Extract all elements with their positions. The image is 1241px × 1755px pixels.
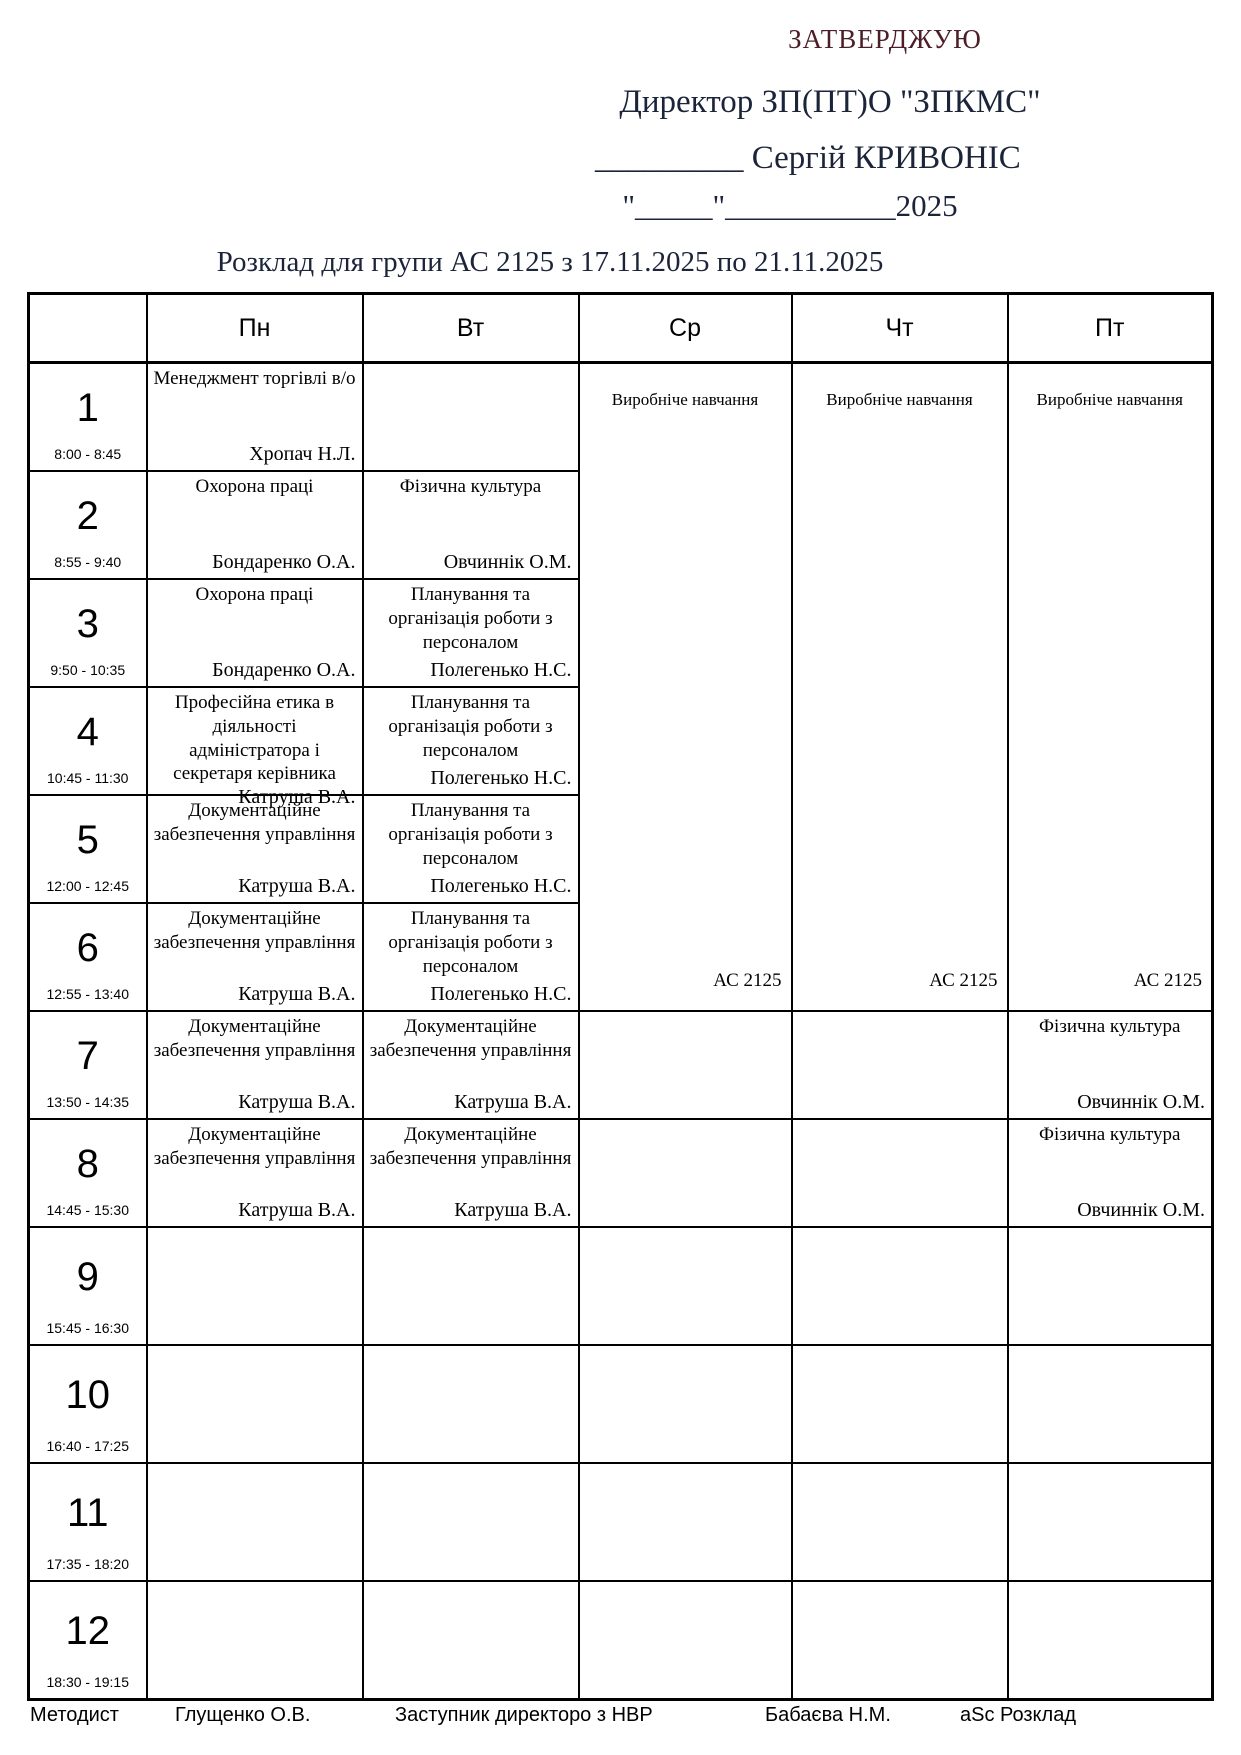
period-time: 14:45 - 15:30 [46, 1202, 129, 1218]
teacher: Полегенько Н.С. [430, 767, 572, 789]
lesson-wed-10-empty [579, 1345, 792, 1463]
subject: Документаційне забезпечення управління [153, 800, 356, 845]
practice-label: Виробніче навчання [611, 390, 759, 409]
lesson-thu-10-empty [792, 1345, 1008, 1463]
subject: Професійна етика в діяльності адміністратора і секретаря керівника [173, 692, 336, 785]
schedule-row-12 [29, 1581, 1213, 1700]
practice-group: АС 2125 [713, 970, 782, 991]
subject: Фізична культура [1039, 1124, 1181, 1145]
teacher: Бондаренко О.А. [212, 551, 356, 573]
lesson-mon-6 [147, 903, 363, 1011]
period-cell-11 [29, 1463, 147, 1581]
subject: Планування та організація роботи з персоналом [388, 692, 553, 761]
practice-label: Виробніче навчання [1036, 390, 1183, 409]
period-time: 10:45 - 11:30 [47, 770, 129, 786]
teacher: Полегенько Н.С. [430, 983, 572, 1005]
lesson-thu-7-empty [792, 1011, 1008, 1119]
period-cell-12 [29, 1581, 147, 1700]
period-cell-2 [29, 471, 147, 579]
methodist-label: Методист [30, 1704, 119, 1726]
lesson-tue-8 [363, 1119, 579, 1227]
period-cell-7 [29, 1011, 147, 1119]
period-time: 17:35 - 18:20 [46, 1556, 129, 1572]
lesson-mon-7 [147, 1011, 363, 1119]
subject: Документаційне забезпечення управління [369, 1016, 572, 1061]
period-cell-6 [29, 903, 147, 1011]
lesson-mon-10-empty [147, 1345, 363, 1463]
day-header-wed: Ср [579, 294, 792, 363]
period-number: 4 [76, 709, 99, 754]
period-number: 6 [76, 925, 99, 970]
schedule-row-9 [29, 1227, 1213, 1345]
footer [0, 1704, 1241, 1730]
lesson-fri-9-empty [1008, 1227, 1213, 1345]
subject: Документаційне забезпечення управління [153, 908, 356, 953]
schedule-row-7 [29, 1011, 1213, 1119]
day-header-tue: Вт [363, 294, 579, 363]
lesson-mon-11-empty [147, 1463, 363, 1581]
lesson-fri-10-empty [1008, 1345, 1213, 1463]
director-line: Директор ЗП(ПТ)О "ЗПКМС" [619, 84, 1041, 120]
asc-brand-label: aSc Розклад [960, 1704, 1076, 1726]
lesson-wed-9-empty [579, 1227, 792, 1345]
lesson-tue-9-empty [363, 1227, 579, 1345]
lesson-mon-2 [147, 471, 363, 579]
lesson-tue-11-empty [363, 1463, 579, 1581]
date-line: "_____"___________2025 [622, 188, 958, 223]
period-number: 1 [76, 385, 99, 430]
teacher: Овчиннік О.М. [443, 551, 572, 573]
lesson-tue-2 [363, 471, 579, 579]
day-header-thu: Чт [792, 294, 1008, 363]
teacher: Катруша В.А. [238, 1199, 356, 1221]
lesson-fri-7 [1008, 1011, 1213, 1119]
teacher: Катруша В.А. [454, 1091, 572, 1113]
lesson-tue-10-empty [363, 1345, 579, 1463]
subject: Планування та організація роботи з персоналом [388, 908, 553, 977]
page-title: Розклад для групи АС 2125 з 17.11.2025 по 21.11.2025 [216, 246, 884, 278]
lesson-mon-1 [147, 363, 363, 472]
period-cell-5 [29, 795, 147, 903]
subject: Планування та організація роботи з персоналом [388, 800, 553, 869]
schedule-row-1 [29, 363, 1213, 472]
lesson-tue-7 [363, 1011, 579, 1119]
lesson-thu-9-empty [792, 1227, 1008, 1345]
lesson-mon-8 [147, 1119, 363, 1227]
period-time: 9:50 - 10:35 [50, 662, 126, 678]
period-time: 18:30 - 19:15 [46, 1674, 129, 1690]
lesson-mon-4 [147, 687, 363, 808]
teacher: Бондаренко О.А. [212, 659, 356, 681]
lesson-mon-5 [147, 795, 363, 903]
period-time: 12:00 - 12:45 [46, 878, 129, 894]
period-time: 8:00 - 8:45 [54, 446, 122, 462]
period-cell-1 [29, 363, 147, 472]
period-time: 16:40 - 17:25 [46, 1438, 129, 1454]
teacher: Полегенько Н.С. [430, 875, 572, 897]
subject: Менеджмент торгівлі в/о [153, 368, 356, 389]
day-header-mon: Пн [147, 294, 363, 363]
teacher: Катруша В.А. [238, 786, 356, 808]
corner-cell [29, 294, 147, 363]
lesson-mon-9-empty [147, 1227, 363, 1345]
practice-cell-thu [792, 363, 1008, 1012]
lesson-wed-12-empty [579, 1581, 792, 1700]
lesson-fri-11-empty [1008, 1463, 1213, 1581]
practice-group: АС 2125 [929, 970, 998, 991]
period-cell-3 [29, 579, 147, 687]
signature-line: _________ Сергій КРИВОНІС [595, 140, 1021, 176]
lesson-tue-5 [363, 795, 579, 903]
subject: Охорона праці [195, 476, 314, 497]
period-cell-9 [29, 1227, 147, 1345]
teacher: Катруша В.А. [238, 1091, 356, 1113]
teacher: Овчиннік О.М. [1077, 1199, 1205, 1221]
schedule-row-11 [29, 1463, 1213, 1581]
day-header-row [29, 294, 1213, 363]
period-cell-8 [29, 1119, 147, 1227]
period-number: 5 [76, 817, 99, 862]
lesson-wed-11-empty [579, 1463, 792, 1581]
schedule-table [27, 292, 1214, 1701]
practice-cell-wed [579, 363, 792, 1012]
period-number: 7 [76, 1033, 99, 1078]
subject: Фізична культура [1039, 1016, 1181, 1037]
subject: Планування та організація роботи з персоналом [388, 584, 553, 653]
period-cell-4 [29, 687, 147, 795]
deputy-label: Заступник директоро з НВР [395, 1704, 653, 1726]
period-number: 12 [65, 1608, 110, 1653]
lesson-tue-4 [363, 687, 579, 795]
period-number: 3 [76, 601, 99, 646]
period-time: 8:55 - 9:40 [54, 554, 122, 570]
period-number: 10 [65, 1372, 110, 1417]
lesson-mon-12-empty [147, 1581, 363, 1700]
lesson-tue-1-empty [363, 363, 579, 472]
subject: Документаційне забезпечення управління [153, 1016, 356, 1061]
teacher: Хропач Н.Л. [249, 443, 356, 465]
lesson-thu-11-empty [792, 1463, 1008, 1581]
teacher: Овчиннік О.М. [1077, 1091, 1205, 1113]
lesson-wed-7-empty [579, 1011, 792, 1119]
day-header-fri: Пт [1008, 294, 1213, 363]
period-number: 11 [66, 1490, 109, 1535]
lesson-fri-8 [1008, 1119, 1213, 1227]
period-number: 9 [76, 1254, 99, 1299]
lesson-thu-12-empty [792, 1581, 1008, 1700]
lesson-thu-8-empty [792, 1119, 1008, 1227]
period-cell-10 [29, 1345, 147, 1463]
practice-cell-fri [1008, 363, 1213, 1012]
period-time: 13:50 - 14:35 [46, 1094, 129, 1110]
lesson-mon-3 [147, 579, 363, 687]
subject: Документаційне забезпечення управління [369, 1124, 572, 1169]
teacher: Полегенько Н.С. [430, 659, 572, 681]
subject: Фізична культура [399, 476, 542, 497]
subject: Документаційне забезпечення управління [153, 1124, 356, 1169]
practice-label: Виробніче навчання [826, 390, 973, 409]
period-number: 2 [76, 493, 99, 538]
period-number: 8 [76, 1141, 99, 1186]
teacher: Катруша В.А. [238, 983, 356, 1005]
subject: Охорона праці [195, 584, 314, 605]
schedule-row-10 [29, 1345, 1213, 1463]
lesson-tue-12-empty [363, 1581, 579, 1700]
teacher: Катруша В.А. [238, 875, 356, 897]
lesson-wed-8-empty [579, 1119, 792, 1227]
methodist-name: Глущенко О.В. [175, 1704, 311, 1726]
approve-label: ЗАТВЕРДЖУЮ [788, 24, 982, 54]
practice-group: АС 2125 [1133, 970, 1202, 991]
deputy-name: Бабаєва Н.М. [765, 1704, 891, 1726]
lesson-tue-6 [363, 903, 579, 1011]
period-time: 12:55 - 13:40 [46, 986, 129, 1002]
lesson-fri-12-empty [1008, 1581, 1213, 1700]
teacher: Катруша В.А. [454, 1199, 572, 1221]
lesson-tue-3 [363, 579, 579, 687]
period-time: 15:45 - 16:30 [46, 1320, 129, 1336]
schedule-row-8 [29, 1119, 1213, 1227]
